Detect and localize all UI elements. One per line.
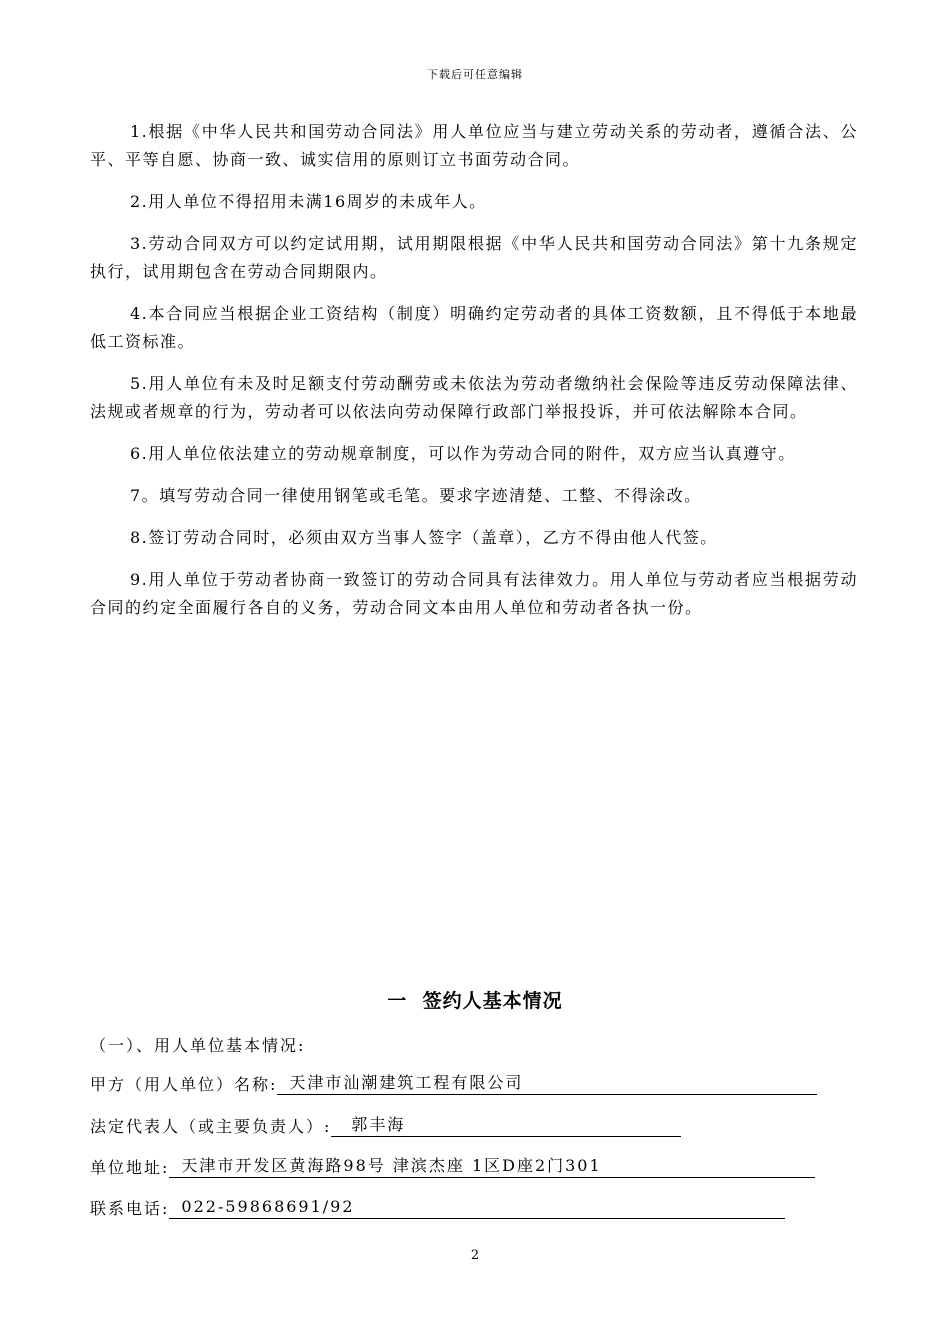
address-field (90, 1155, 815, 1178)
legal-rep-value: 郭丰海 (331, 1114, 681, 1137)
party-a-name-field (90, 1072, 817, 1095)
phone-field (90, 1196, 785, 1219)
section-title: 一 签约人基本情况 (387, 990, 563, 1012)
legal-rep-label: 法定代表人（或主要负责人）: (90, 1117, 332, 1136)
instruction-paragraph: 8.签订劳动合同时，必须由双方当事人签字（盖章），乙方不得由他人代签。 (130, 528, 718, 547)
instruction-paragraph: 9.用人单位于劳动者协商一致签订的劳动合同具有法律效力。用人单位与劳动者应当根据劳动合同的约定全面履行各自的义务，劳动合同文本由用人单位和劳动者各执一份。 (90, 570, 858, 617)
party-a-name-label: 甲方（用人单位）名称: (90, 1075, 278, 1094)
legal-rep-field (90, 1114, 681, 1137)
address-value: 天津市开发区黄海路98号 津滨杰座 1区D座2门301 (169, 1155, 815, 1178)
instruction-paragraph: 1.根据《中华人民共和国劳动合同法》用人单位应当与建立劳动关系的劳动者，遵循合法、公平、平等自愿、协商一致、诚实信用的原则订立书面劳动合同。 (90, 122, 858, 169)
header-note: 下载后可任意编辑 (427, 68, 523, 81)
party-a-name-value: 天津市汕潮建筑工程有限公司 (277, 1072, 817, 1095)
instruction-paragraph: 3.劳动合同双方可以约定试用期，试用期限根据《中华人民共和国劳动合同法》第十九条规定执行，试用期包含在劳动合同期限内。 (90, 234, 858, 281)
instruction-paragraph: 5.用人单位有未及时足额支付劳动酬劳或未依法为劳动者缴纳社会保险等违反劳动保障法律、法规或者规章的行为，劳动者可以依法向劳动保障行政部门举报投诉，并可依法解除本合同。 (90, 374, 858, 421)
subsection-title: （一）、用人单位基本情况: (90, 1036, 306, 1055)
phone-label: 联系电话: (90, 1199, 170, 1218)
instruction-paragraph: 7。填写劳动合同一律使用钢笔或毛笔。要求字迹清楚、工整、不得涂改。 (130, 486, 702, 505)
instructions-list (90, 118, 858, 636)
address-label: 单位地址: (90, 1158, 170, 1177)
phone-value: 022-59868691/92 (169, 1196, 785, 1219)
instruction-paragraph: 4.本合同应当根据企业工资结构（制度）明确约定劳动者的具体工资数额，且不得低于本地最低工资标准。 (90, 304, 858, 351)
instruction-paragraph: 6.用人单位依法建立的劳动规章制度，可以作为劳动合同的附件，双方应当认真遵守。 (130, 444, 796, 463)
instruction-paragraph: 2.用人单位不得招用未满16周岁的未成年人。 (130, 192, 487, 211)
page-number: 2 (470, 1248, 480, 1263)
